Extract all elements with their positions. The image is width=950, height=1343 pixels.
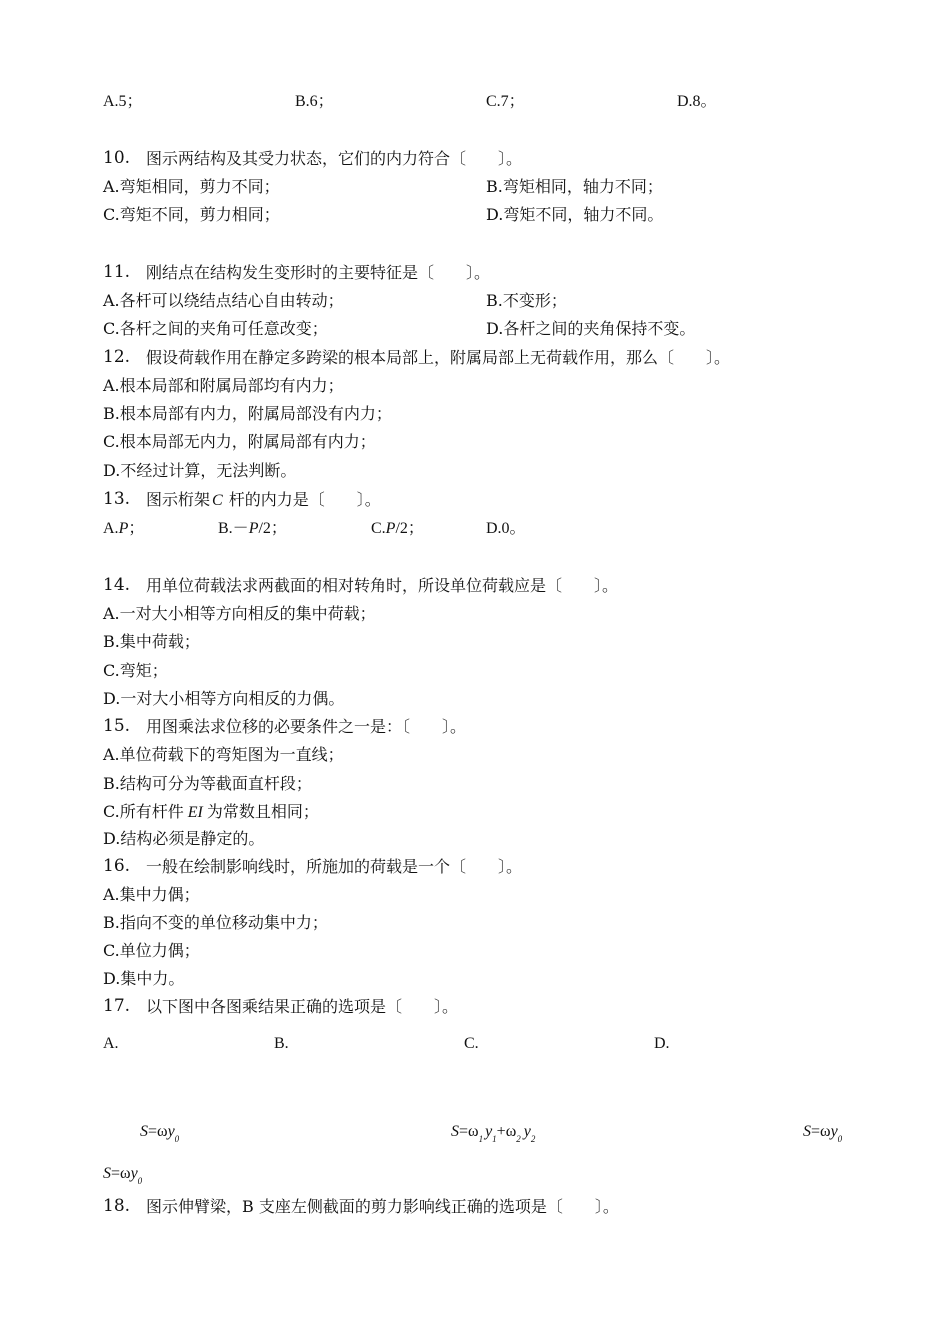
q11-option-d: D.各杆之间的夹角保持不变。 bbox=[486, 319, 696, 338]
q14-option-b: B.集中荷载； bbox=[103, 632, 200, 651]
q10-number: 10. bbox=[103, 148, 131, 168]
q16-number: 16. bbox=[103, 856, 131, 876]
q13-option-a-suffix: ； bbox=[128, 520, 145, 537]
q15-number: 15. bbox=[103, 716, 131, 736]
q13-stem bbox=[146, 490, 381, 511]
q13-option-d: D.0。 bbox=[486, 520, 526, 537]
q17-label-c: C. bbox=[464, 1035, 479, 1052]
q12-stem: 假设荷载作用在静定多跨梁的根本局部上，附属局部上无荷载作用，那么〔 〕。 bbox=[146, 348, 731, 367]
q12-option-a: A.根本局部和附属局部均有内力； bbox=[103, 376, 344, 395]
q13-option-c-suffix: /2； bbox=[395, 520, 424, 537]
formula-eq: =ω bbox=[459, 1123, 479, 1140]
q15-option-c-var: EI bbox=[187, 804, 203, 821]
formula-y: y bbox=[485, 1123, 493, 1140]
q15-option-a: A.单位荷载下的弯矩图为一直线； bbox=[103, 745, 344, 764]
q14-number: 14. bbox=[103, 575, 131, 595]
q13-option-a bbox=[103, 519, 144, 539]
q9-option-d: D.8。 bbox=[677, 93, 717, 110]
q17-formula-a bbox=[140, 1122, 179, 1143]
q15-option-c bbox=[103, 802, 319, 823]
q15-stem: 用图乘法求位移的必要条件之一是：〔 〕。 bbox=[146, 717, 467, 736]
q17-formula-b bbox=[451, 1122, 535, 1143]
q11-option-b: B.不变形； bbox=[486, 291, 567, 310]
q13-stem-pre: 图示桁架 bbox=[146, 490, 211, 509]
q10-stem: 图示两结构及其受力状态，它们的内力符合〔 〕。 bbox=[146, 149, 523, 168]
q17-label-a: A. bbox=[103, 1035, 119, 1052]
formula-plus: +ω bbox=[496, 1123, 517, 1140]
q9-option-b: B.6； bbox=[295, 93, 334, 110]
q14-stem: 用单位荷载法求两截面的相对转角时，所设单位荷载应是〔 〕。 bbox=[146, 576, 619, 595]
formula-y: y bbox=[167, 1123, 175, 1140]
q14-option-c: C.弯矩； bbox=[103, 661, 168, 680]
q13-option-c-prefix: C. bbox=[371, 520, 386, 537]
q16-option-c: C.单位力偶； bbox=[103, 941, 200, 960]
formula-sub: 0 bbox=[837, 1134, 843, 1144]
q13-option-b bbox=[218, 519, 287, 539]
formula-s: S bbox=[451, 1123, 459, 1140]
q17-label-b: B. bbox=[274, 1035, 289, 1052]
q13-option-b-prefix: B.－ bbox=[218, 520, 249, 537]
q9-option-c: C.7； bbox=[486, 93, 525, 110]
q11-option-a: A.各杆可以绕结点结心自由转动； bbox=[103, 291, 344, 310]
q17-number: 17. bbox=[103, 996, 131, 1016]
q15-option-c-pre: C.所有杆件 bbox=[103, 802, 184, 821]
q13-number: 13. bbox=[103, 489, 131, 509]
q9-option-a: A.5； bbox=[103, 93, 143, 110]
q10-option-c: C.弯矩不同，剪力相同； bbox=[103, 205, 280, 224]
q17-formula-d bbox=[103, 1164, 142, 1185]
q11-option-c: C.各杆之间的夹角可任意改变； bbox=[103, 319, 328, 338]
q14-option-d: D.一对大小相等方向相反的力偶。 bbox=[103, 689, 345, 708]
formula-y: y bbox=[130, 1165, 138, 1182]
formula-sub: 2 bbox=[530, 1134, 536, 1144]
q11-stem: 刚结点在结构发生变形时的主要特征是〔 〕。 bbox=[146, 263, 491, 282]
q14-option-a: A.一对大小相等方向相反的集中荷载； bbox=[103, 604, 376, 623]
q13-stem-var: C bbox=[212, 492, 223, 509]
formula-s: S bbox=[140, 1123, 148, 1140]
formula-s: S bbox=[103, 1165, 111, 1182]
q11-number: 11. bbox=[103, 262, 131, 282]
q16-option-a: A.集中力偶； bbox=[103, 885, 200, 904]
formula-eq: =ω bbox=[811, 1123, 831, 1140]
q12-option-c: C.根本局部无内力，附属局部有内力； bbox=[103, 432, 376, 451]
formula-y: y bbox=[523, 1123, 531, 1140]
q17-label-d: D. bbox=[654, 1035, 670, 1052]
q15-option-d: D.结构必须是静定的。 bbox=[103, 829, 265, 848]
q13-option-b-var: P bbox=[248, 520, 259, 537]
formula-s: S bbox=[803, 1123, 811, 1140]
q15-option-b: B.结构可分为等截面直杆段； bbox=[103, 774, 312, 793]
q15-option-c-post: 为常数且相同； bbox=[206, 802, 319, 821]
formula-sub: 0 bbox=[137, 1176, 143, 1186]
q13-option-c bbox=[371, 519, 424, 539]
q16-option-b: B.指向不变的单位移动集中力； bbox=[103, 913, 328, 932]
q10-option-b: B.弯矩相同，轴力不同； bbox=[486, 177, 663, 196]
q12-option-d: D.不经过计算，无法判断。 bbox=[103, 461, 297, 480]
formula-sub: 0 bbox=[174, 1134, 180, 1144]
q12-option-b: B.根本局部有内力，附属局部没有内力； bbox=[103, 404, 392, 423]
q10-option-a: A.弯矩相同，剪力不同； bbox=[103, 177, 280, 196]
q16-option-d: D.集中力。 bbox=[103, 969, 185, 988]
formula-eq: =ω bbox=[111, 1165, 131, 1182]
q13-option-c-var: P bbox=[385, 520, 396, 537]
q12-number: 12. bbox=[103, 347, 131, 367]
q18-number: 18. bbox=[103, 1196, 131, 1216]
formula-sub: 1 bbox=[478, 1134, 484, 1144]
q13-option-a-var: P bbox=[118, 520, 129, 537]
q17-formula-c bbox=[803, 1122, 842, 1143]
formula-eq: =ω bbox=[148, 1123, 168, 1140]
q13-stem-post: 杆的内力是〔 〕。 bbox=[228, 490, 381, 509]
q16-stem: 一般在绘制影响线时，所施加的荷载是一个〔 〕。 bbox=[146, 857, 523, 876]
q18-stem: 图示伸臂梁，B 支座左侧截面的剪力影响线正确的选项是〔 〕。 bbox=[146, 1197, 619, 1216]
q13-option-b-suffix: /2； bbox=[258, 520, 287, 537]
formula-y: y bbox=[830, 1123, 838, 1140]
q17-stem: 以下图中各图乘结果正确的选项是〔 〕。 bbox=[146, 997, 459, 1016]
q10-option-d: D.弯矩不同，轴力不同。 bbox=[486, 205, 664, 224]
q13-option-a-prefix: A. bbox=[103, 520, 119, 537]
formula-sub: 1 bbox=[492, 1134, 497, 1144]
formula-sub: 2 bbox=[516, 1134, 521, 1144]
